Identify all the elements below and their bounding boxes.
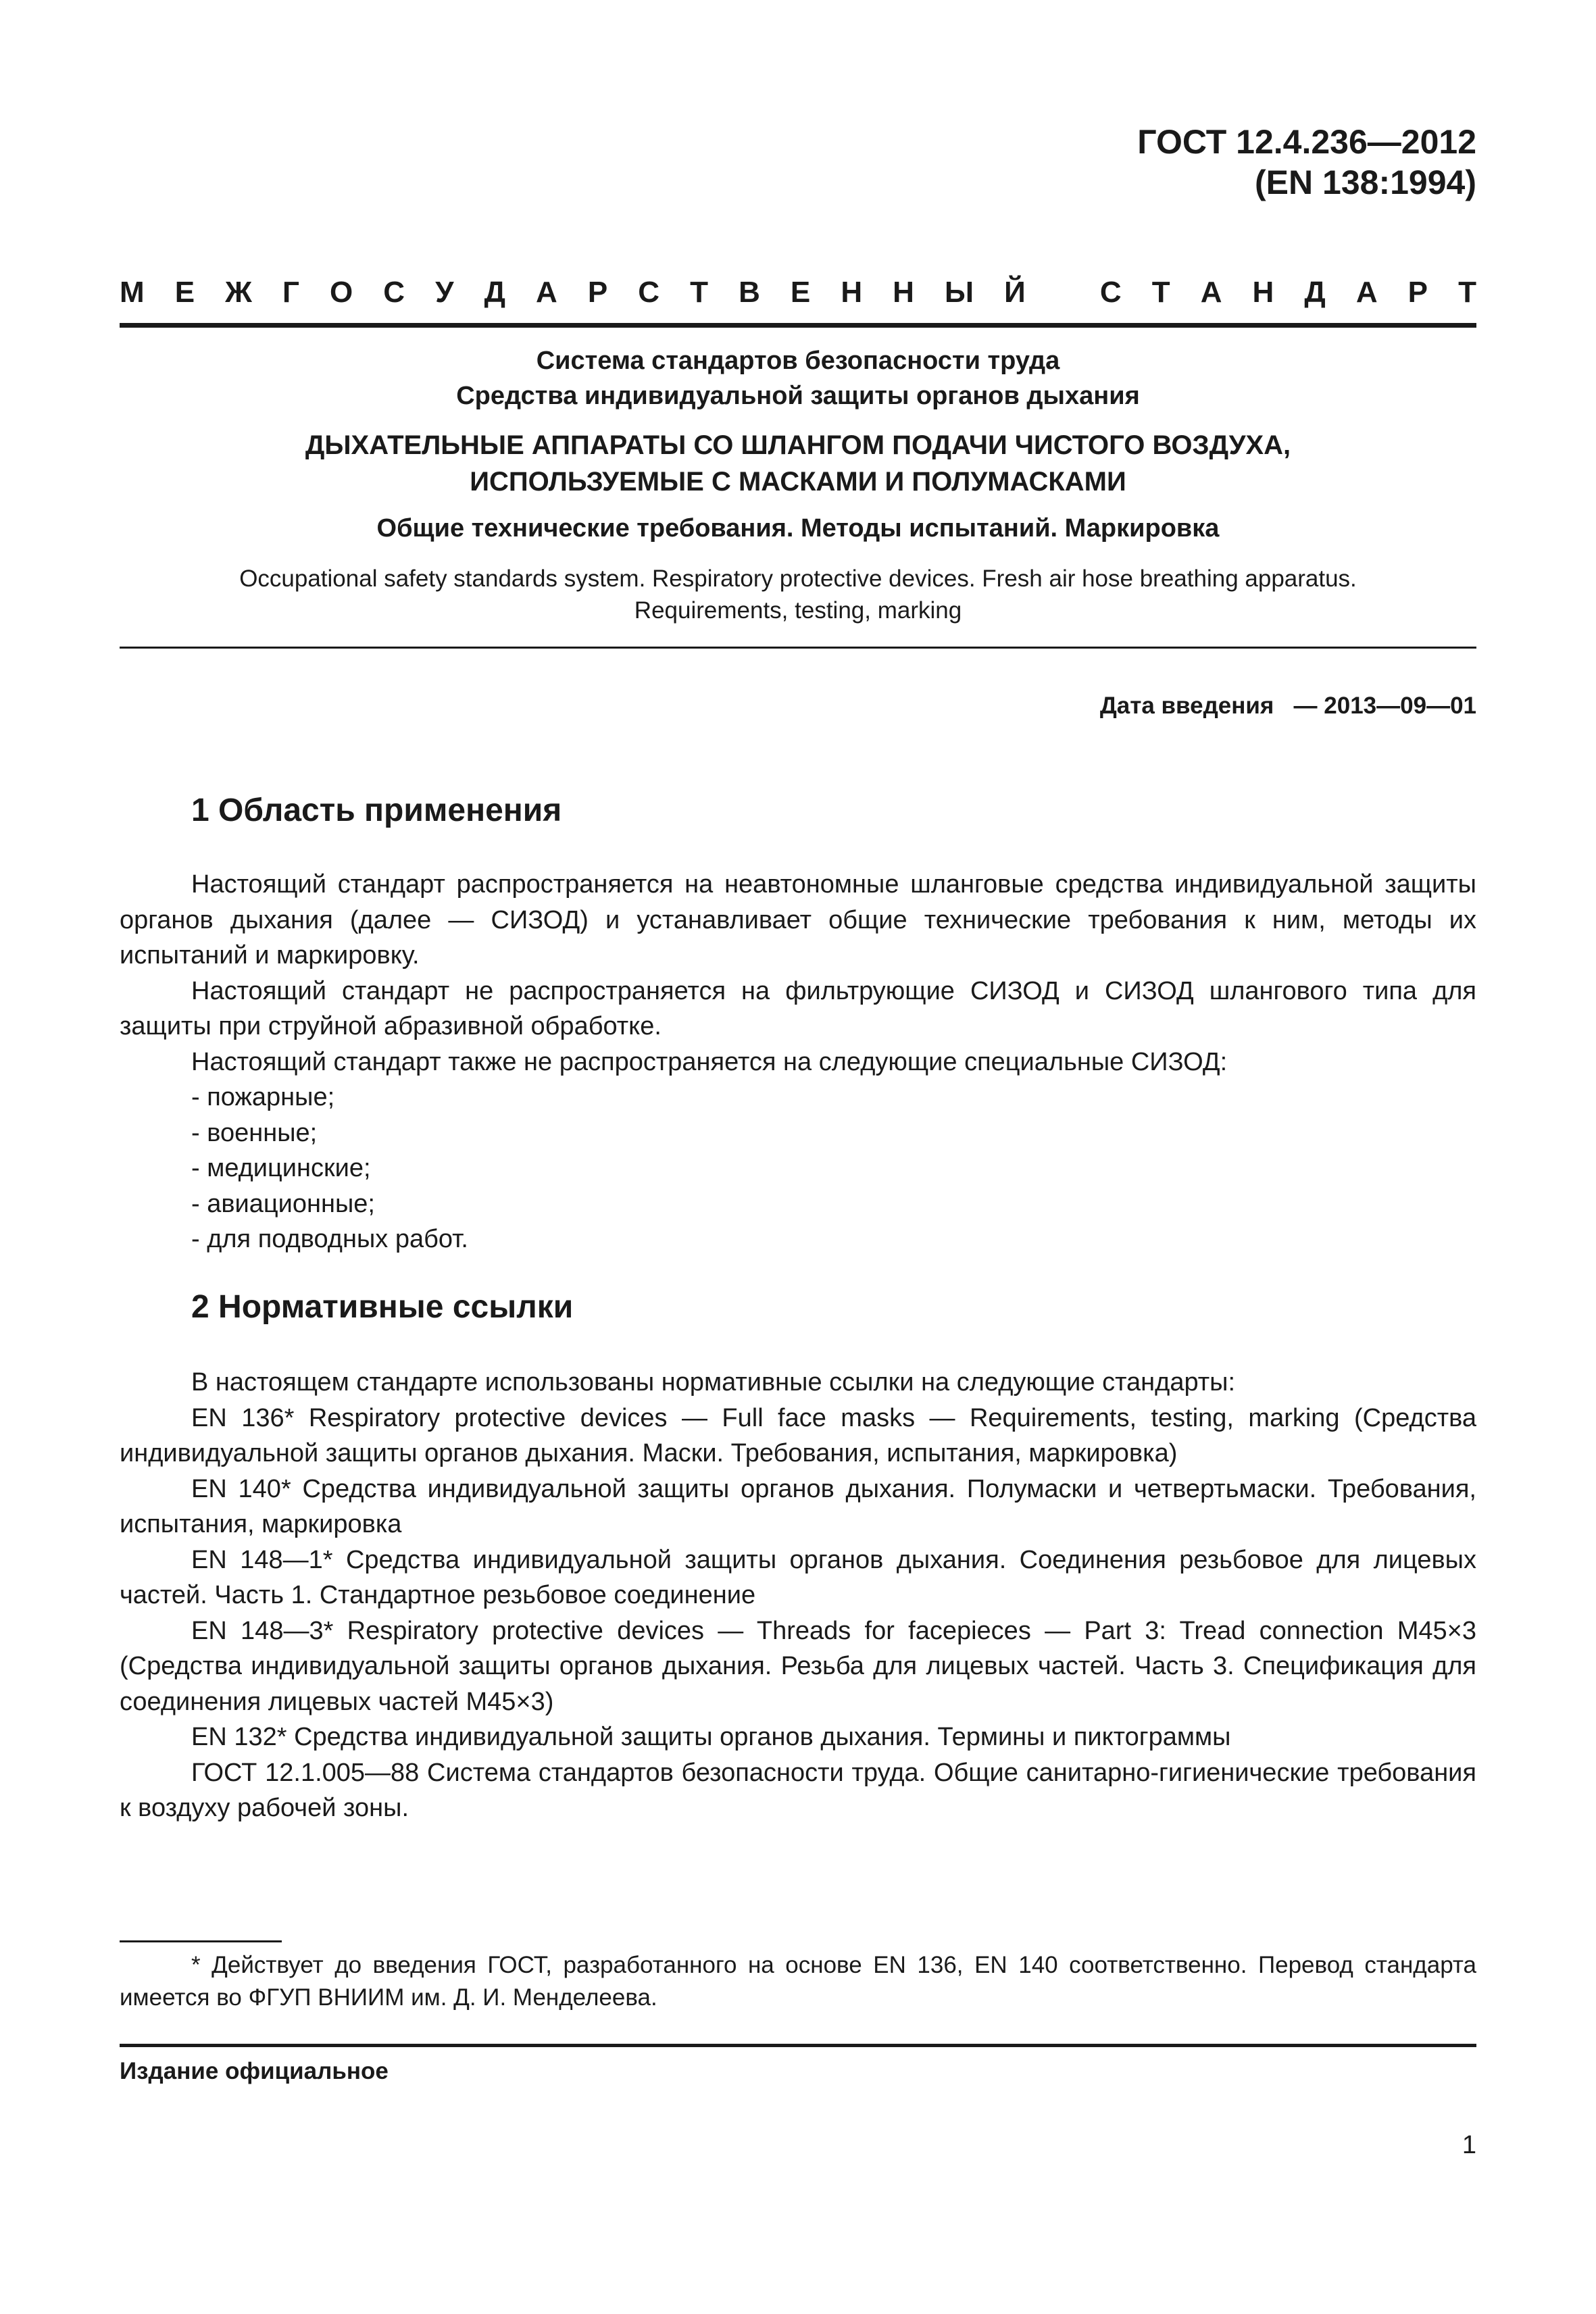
gost-number: ГОСТ 12.4.236—2012 xyxy=(1137,123,1476,161)
page-number: 1 xyxy=(1462,2131,1476,2159)
reference-entry: EN 148—1* Средства индивидуальной защиты органов дыхания. Соединения резьбовое для лицевых частей. Часть 1. Стандартное резьбовое соединение xyxy=(120,1545,1476,1609)
edition-label: Издание официальное xyxy=(120,2058,389,2084)
section-heading: 2 Нормативные ссылки xyxy=(191,1289,574,1325)
section-body xyxy=(120,1365,1476,1826)
list-item: - медицинские; xyxy=(191,1154,371,1182)
introduction-date-value: — 2013—09—01 xyxy=(1293,693,1476,719)
main-title-line: ИСПОЛЬЗУЕМЫЕ С МАСКАМИ И ПОЛУМАСКАМИ xyxy=(470,467,1126,497)
subtitle: Общие технические требования. Методы испытаний. Маркировка xyxy=(376,514,1220,543)
introduction-date xyxy=(1100,690,1476,722)
paragraph: Настоящий стандарт не распространяется на фильтрующие СИЗОД и СИЗОД шлангового типа для защиты при струйной абразивной обработке. xyxy=(120,976,1476,1040)
reference-entry: EN 140* Средства индивидуальной защиты органов дыхания. Полумаски и четвертьмаски. Требования, испытания, маркировка xyxy=(120,1474,1476,1538)
banner-letter: Д xyxy=(484,276,505,309)
footnote: * Действует до введения ГОСТ, разработанного на основе EN 136, EN 140 соответственно. Перевод стандарта имеется во ФГУП ВНИИМ им. Д. И. Менделеева. xyxy=(120,1952,1476,2011)
section-heading: 1 Область применения xyxy=(191,793,562,828)
system-title-line: Средства индивидуальной защиты органов дыхания xyxy=(456,382,1140,410)
en-equivalent: (EN 138:1994) xyxy=(1255,164,1476,201)
footnote-divider xyxy=(120,1940,282,1942)
banner-letter: Н xyxy=(893,276,914,309)
banner-letter: А xyxy=(536,276,557,309)
banner-letter: В xyxy=(739,276,760,309)
banner-letter: У xyxy=(435,276,454,309)
banner-letter: Ы xyxy=(945,276,974,309)
banner-letter: Н xyxy=(1252,276,1274,309)
banner-letter: Д xyxy=(1304,276,1326,309)
introduction-date-label: Дата введения xyxy=(1099,693,1274,719)
banner-letter: Й xyxy=(1004,276,1026,309)
banner-letter: С xyxy=(638,276,660,309)
banner-letter: Р xyxy=(587,276,608,309)
banner-letter: Р xyxy=(1407,276,1428,309)
title-divider xyxy=(120,647,1476,649)
banner-divider xyxy=(120,323,1476,328)
reference-entry: EN 132* Средства индивидуальной защиты органов дыхания. Термины и пиктограммы xyxy=(191,1723,1231,1751)
banner-letter: Т xyxy=(690,276,708,309)
banner-letter: Т xyxy=(1151,276,1170,309)
banner-letter: Н xyxy=(841,276,863,309)
banner-letter: М xyxy=(120,276,145,309)
paragraph: Настоящий стандарт распространяется на неавтономные шланговые средства индивидуальной защиты органов дыхания (далее — СИЗОД) и устанавливает общие технические требования к ним, методы их испытаний и маркировку. xyxy=(120,870,1476,970)
banner-letter: Ж xyxy=(225,276,252,309)
banner-letter: Е xyxy=(790,276,811,309)
banner-letter: А xyxy=(1355,276,1378,309)
list-item: - для подводных работ. xyxy=(191,1225,468,1253)
english-title-line: Requirements, testing, marking xyxy=(634,597,962,624)
reference-entry: EN 148—3* Respiratory protective devices — Threads for facepieces — Part 3: Tread connection M45×3 (Средства индивидуальной защиты органов дыхания. Резьба для лицевых частей. Часть 3. Спецификация для соединения лицевых частей M45×3) xyxy=(120,1616,1476,1716)
banner-letter: Т xyxy=(1458,276,1476,309)
gost-designation xyxy=(868,122,1476,203)
banner-letter: С xyxy=(383,276,405,309)
reference-entry: ГОСТ 12.1.005—88 Система стандартов безопасности труда. Общие санитарно-гигиенические требования к воздуху рабочей зоны. xyxy=(120,1758,1476,1822)
list-item: - пожарные; xyxy=(191,1083,335,1111)
banner-letter: А xyxy=(1200,276,1222,309)
section-body xyxy=(120,867,1476,1257)
reference-entry: EN 136* Respiratory protective devices — Full face masks — Requirements, testing, marking (Средства индивидуальной защиты органов дыхания. Маски. Требования, испытания, маркировка) xyxy=(120,1403,1476,1467)
banner-letter: Г xyxy=(282,276,299,309)
banner-letter: О xyxy=(330,276,353,309)
list-item: - военные; xyxy=(191,1118,318,1147)
standard-type-banner xyxy=(120,269,1476,316)
paragraph: В настоящем стандарте использованы нормативные ссылки на следующие стандарты: xyxy=(191,1368,1236,1397)
english-title xyxy=(120,563,1476,626)
paragraph: Настоящий стандарт также не распространяется на следующие специальные СИЗОД: xyxy=(191,1047,1228,1076)
system-title-line: Система стандартов безопасности труда xyxy=(536,347,1060,375)
banner-letter: Е xyxy=(174,276,195,309)
system-title xyxy=(120,343,1476,413)
english-title-line: Occupational safety standards system. Respiratory protective devices. Fresh air hose breathing apparatus. xyxy=(239,565,1357,592)
main-title xyxy=(120,427,1476,500)
footer-divider xyxy=(120,2044,1476,2047)
list-item: - авиационные; xyxy=(191,1189,375,1218)
main-title-line: ДЫХАТЕЛЬНЫЕ АППАРАТЫ СО ШЛАНГОМ ПОДАЧИ ЧИСТОГО ВОЗДУХА, xyxy=(305,430,1291,460)
banner-letter: С xyxy=(1099,276,1122,309)
